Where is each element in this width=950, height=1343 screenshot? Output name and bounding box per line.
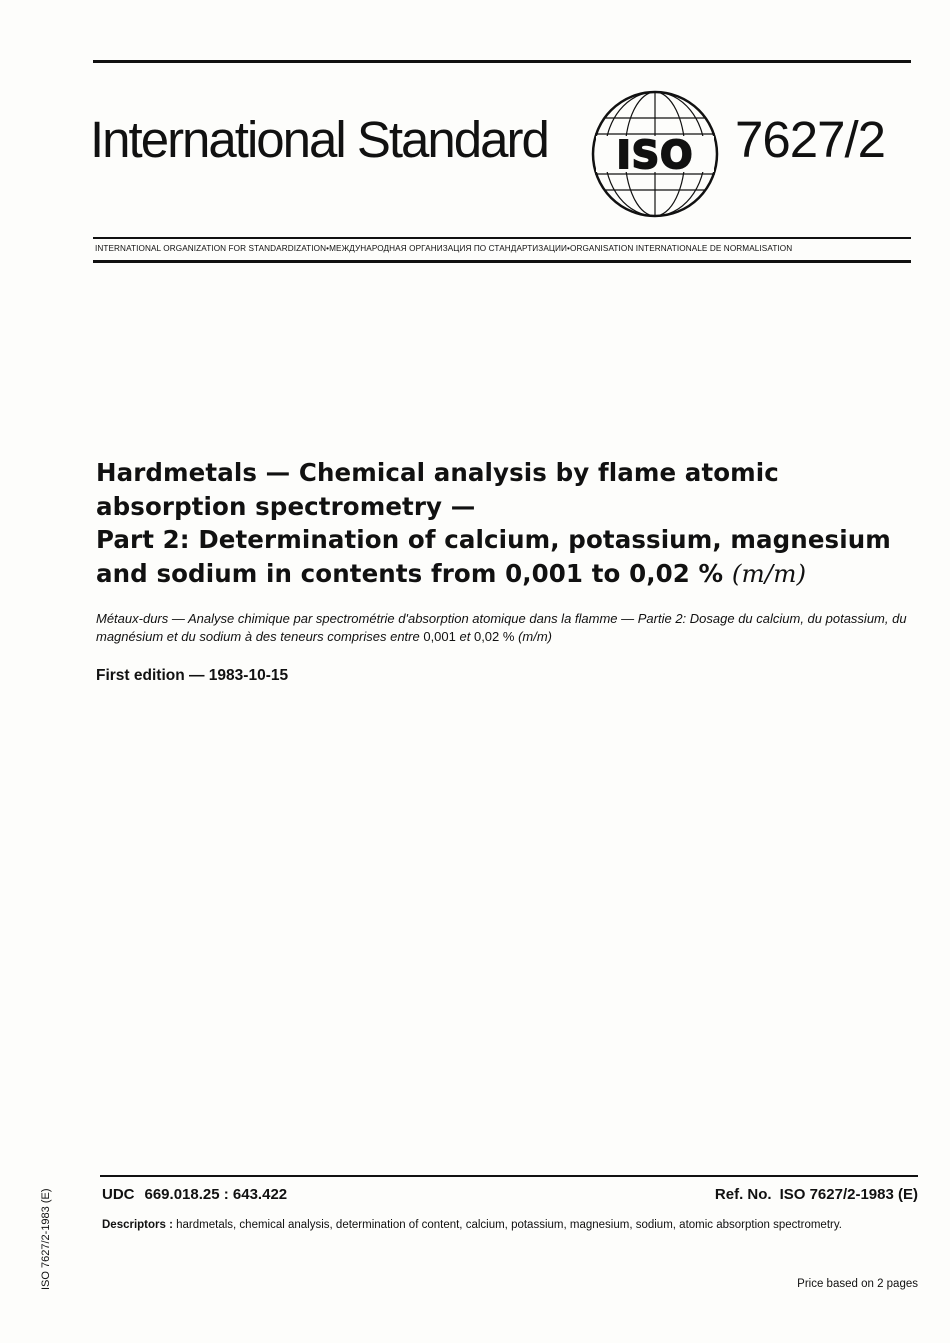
document-title xyxy=(96,456,916,590)
edition-date: First edition — 1983-10-15 xyxy=(96,667,289,684)
price-note: Price based on 2 pages xyxy=(797,1278,918,1290)
svg-text:ISO: ISO xyxy=(616,133,694,177)
french-title-text: Métaux-durs — Analyse chimique par spectrométrie d'absorption atomique dans la flamme — Partie 2: Dosage du calcium, du potassium, du magnésium et du sodium à des teneurs comprises entre xyxy=(96,611,907,644)
reference-number xyxy=(715,1186,918,1203)
udc-label: UDC xyxy=(102,1186,135,1203)
udc-value: 669.018.25 : 643.422 xyxy=(144,1186,288,1203)
french-conjunction: et xyxy=(455,629,474,644)
title-line-1: Hardmetals — Chemical analysis by flame atomic xyxy=(96,458,779,487)
top-rule xyxy=(93,60,911,63)
french-unit: (m/m) xyxy=(514,629,552,644)
organization-line: INTERNATIONAL ORGANIZATION FOR STANDARDIZATION•МЕЖДУНАРОДНАЯ ОРГАНИЗАЦИЯ ПО СТАНДАРТИЗАЦИИ•ORGANISATION INTERNATIONALE DE NORMALISATION xyxy=(95,244,793,253)
bottom-rule xyxy=(100,1175,918,1177)
title-line-4 xyxy=(96,557,916,591)
org-rule-top xyxy=(93,237,911,239)
ref-label: Ref. No. xyxy=(714,1186,772,1203)
french-value-2: 0,02 % xyxy=(473,629,515,644)
page-header-title: International Standard xyxy=(90,111,548,168)
descriptors xyxy=(102,1217,918,1233)
title-line-4-text: and sodium in contents from 0,001 to 0,02 % xyxy=(96,558,724,588)
title-line-3: Part 2: Determination of calcium, potassium, magnesium xyxy=(96,525,891,554)
french-value-1: 0,001 xyxy=(423,629,456,644)
french-title xyxy=(96,610,916,646)
descriptors-text: hardmetals, chemical analysis, determination of content, calcium, potassium, magnesium, sodium, atomic absorption spectrometry. xyxy=(176,1219,842,1231)
descriptors-label: Descriptors : xyxy=(102,1219,173,1231)
org-rule-bottom xyxy=(93,260,911,263)
udc-number xyxy=(102,1186,287,1203)
ref-value: ISO 7627/2-1983 (E) xyxy=(779,1186,918,1203)
title-unit: (m/m) xyxy=(731,558,807,588)
sidebar-reference-code: ISO 7627/2-1983 (E) xyxy=(40,1188,52,1290)
standard-number: 7627/2 xyxy=(735,111,885,168)
title-line-2: absorption spectrometry — xyxy=(96,491,476,521)
iso-logo xyxy=(590,90,720,218)
